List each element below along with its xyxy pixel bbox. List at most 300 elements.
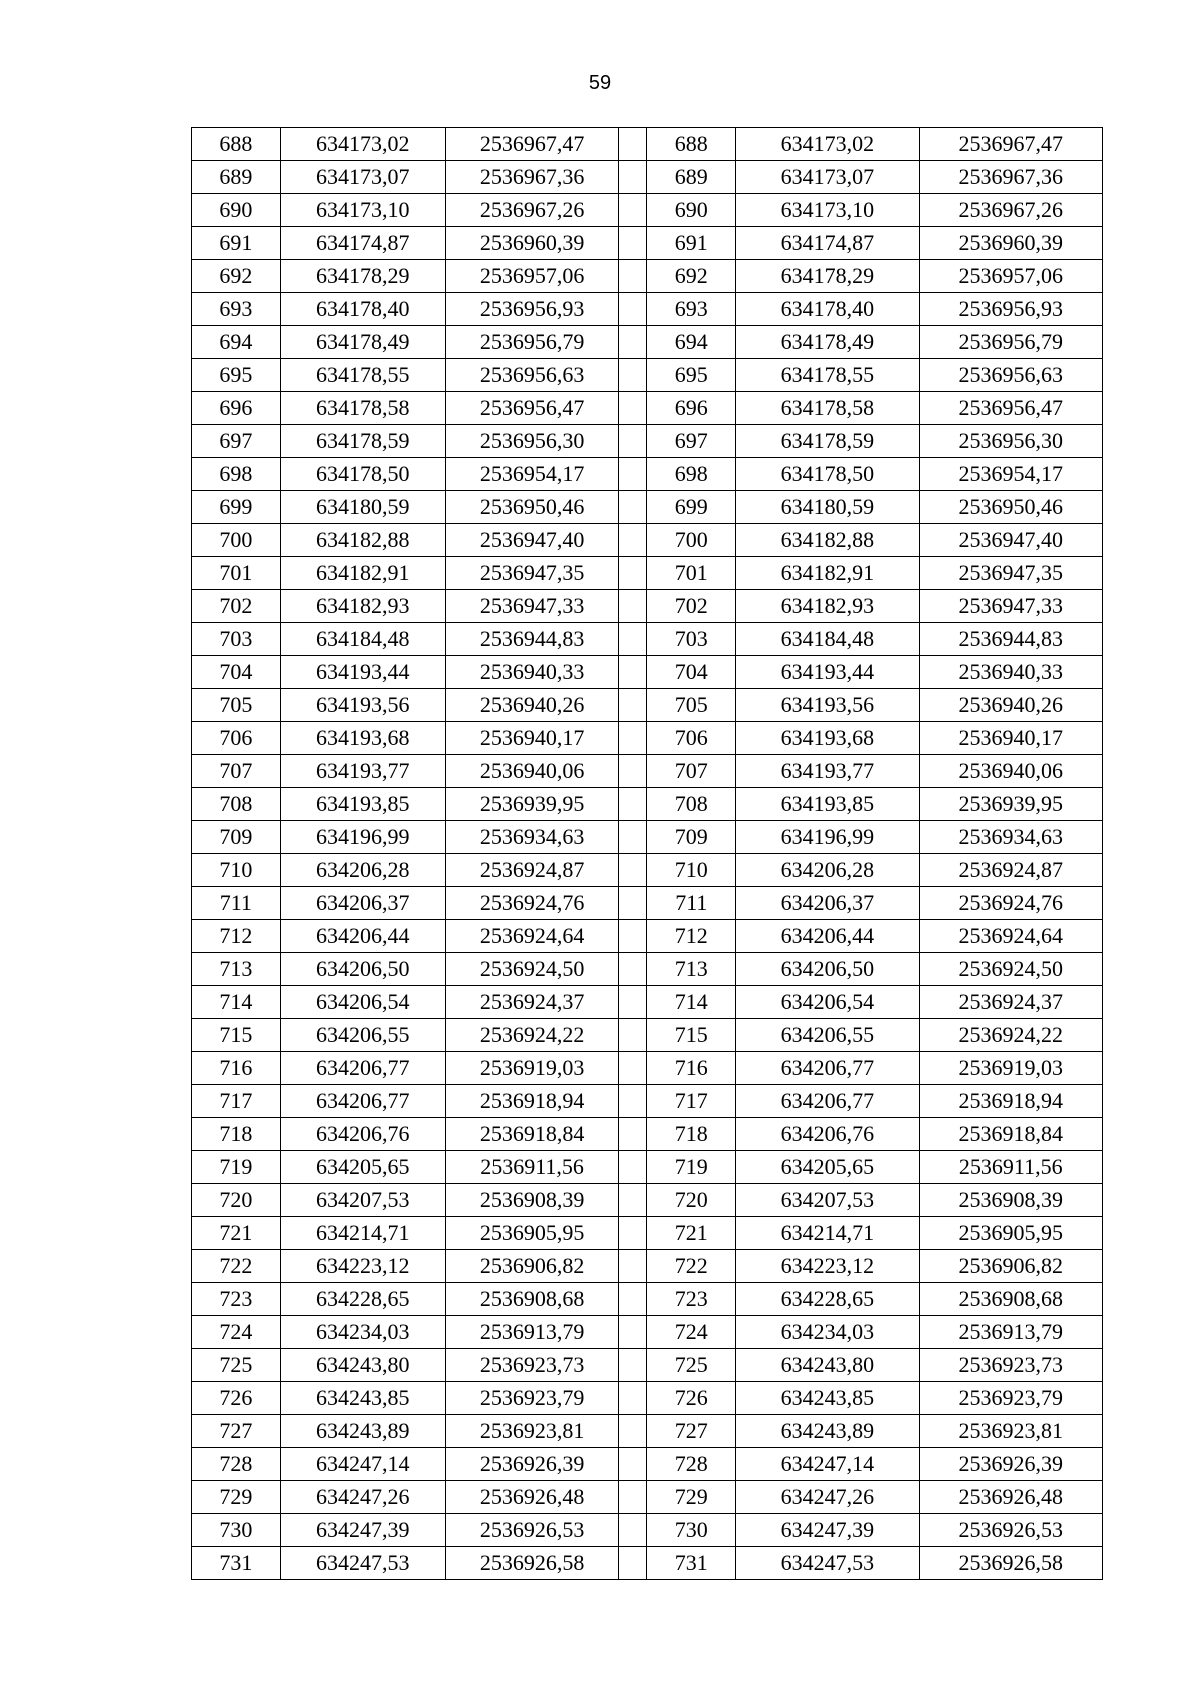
table-row — [192, 524, 1103, 557]
y-coordinate-left-cell: 2536939,95 — [445, 788, 618, 821]
x-coordinate-right-cell: 634205,65 — [736, 1151, 919, 1184]
point-number-right-cell: 693 — [647, 293, 736, 326]
spacer-cell — [619, 689, 647, 722]
y-coordinate-left-cell: 2536924,76 — [445, 887, 618, 920]
spacer-cell — [619, 491, 647, 524]
x-coordinate-right-cell: 634206,50 — [736, 953, 919, 986]
x-coordinate-right-cell: 634182,93 — [736, 590, 919, 623]
table-row — [192, 260, 1103, 293]
y-coordinate-right-cell: 2536956,79 — [919, 326, 1102, 359]
point-number-left-cell: 727 — [192, 1415, 281, 1448]
y-coordinate-left-cell: 2536926,53 — [445, 1514, 618, 1547]
point-number-right-cell: 694 — [647, 326, 736, 359]
point-number-right-cell: 711 — [647, 887, 736, 920]
table-row — [192, 1547, 1103, 1580]
point-number-left-cell: 696 — [192, 392, 281, 425]
x-coordinate-right-cell: 634243,89 — [736, 1415, 919, 1448]
y-coordinate-right-cell: 2536911,56 — [919, 1151, 1102, 1184]
spacer-cell — [619, 1250, 647, 1283]
spacer-cell — [619, 1019, 647, 1052]
y-coordinate-right-cell: 2536926,58 — [919, 1547, 1102, 1580]
point-number-left-cell: 712 — [192, 920, 281, 953]
point-number-left-cell: 699 — [192, 491, 281, 524]
x-coordinate-right-cell: 634247,53 — [736, 1547, 919, 1580]
y-coordinate-left-cell: 2536926,48 — [445, 1481, 618, 1514]
y-coordinate-right-cell: 2536967,26 — [919, 194, 1102, 227]
table-row — [192, 425, 1103, 458]
x-coordinate-right-cell: 634207,53 — [736, 1184, 919, 1217]
point-number-right-cell: 725 — [647, 1349, 736, 1382]
table-row — [192, 1118, 1103, 1151]
y-coordinate-left-cell: 2536924,64 — [445, 920, 618, 953]
point-number-right-cell: 730 — [647, 1514, 736, 1547]
y-coordinate-left-cell: 2536954,17 — [445, 458, 618, 491]
point-number-right-cell: 712 — [647, 920, 736, 953]
point-number-right-cell: 703 — [647, 623, 736, 656]
point-number-right-cell: 702 — [647, 590, 736, 623]
y-coordinate-left-cell: 2536944,83 — [445, 623, 618, 656]
point-number-right-cell: 724 — [647, 1316, 736, 1349]
y-coordinate-right-cell: 2536918,94 — [919, 1085, 1102, 1118]
spacer-cell — [619, 623, 647, 656]
point-number-left-cell: 688 — [192, 128, 281, 161]
coordinates-table — [191, 127, 1103, 1580]
x-coordinate-left-cell: 634193,77 — [280, 755, 445, 788]
point-number-left-cell: 720 — [192, 1184, 281, 1217]
x-coordinate-right-cell: 634206,76 — [736, 1118, 919, 1151]
x-coordinate-left-cell: 634247,53 — [280, 1547, 445, 1580]
point-number-left-cell: 692 — [192, 260, 281, 293]
point-number-left-cell: 694 — [192, 326, 281, 359]
spacer-cell — [619, 1382, 647, 1415]
y-coordinate-right-cell: 2536924,76 — [919, 887, 1102, 920]
point-number-right-cell: 699 — [647, 491, 736, 524]
table-row — [192, 1481, 1103, 1514]
y-coordinate-left-cell: 2536967,26 — [445, 194, 618, 227]
x-coordinate-right-cell: 634206,54 — [736, 986, 919, 1019]
x-coordinate-right-cell: 634243,80 — [736, 1349, 919, 1382]
table-row — [192, 821, 1103, 854]
table-row — [192, 1283, 1103, 1316]
x-coordinate-left-cell: 634193,85 — [280, 788, 445, 821]
spacer-cell — [619, 227, 647, 260]
x-coordinate-right-cell: 634206,77 — [736, 1085, 919, 1118]
point-number-left-cell: 717 — [192, 1085, 281, 1118]
y-coordinate-left-cell: 2536947,40 — [445, 524, 618, 557]
point-number-right-cell: 715 — [647, 1019, 736, 1052]
y-coordinate-right-cell: 2536924,22 — [919, 1019, 1102, 1052]
table-row — [192, 1349, 1103, 1382]
x-coordinate-left-cell: 634206,44 — [280, 920, 445, 953]
x-coordinate-left-cell: 634178,29 — [280, 260, 445, 293]
table-row — [192, 1316, 1103, 1349]
point-number-right-cell: 690 — [647, 194, 736, 227]
x-coordinate-right-cell: 634223,12 — [736, 1250, 919, 1283]
spacer-cell — [619, 920, 647, 953]
table-row — [192, 920, 1103, 953]
x-coordinate-left-cell: 634178,59 — [280, 425, 445, 458]
point-number-left-cell: 715 — [192, 1019, 281, 1052]
y-coordinate-left-cell: 2536919,03 — [445, 1052, 618, 1085]
x-coordinate-right-cell: 634206,77 — [736, 1052, 919, 1085]
spacer-cell — [619, 1316, 647, 1349]
y-coordinate-right-cell: 2536950,46 — [919, 491, 1102, 524]
point-number-right-cell: 689 — [647, 161, 736, 194]
x-coordinate-left-cell: 634207,53 — [280, 1184, 445, 1217]
x-coordinate-left-cell: 634182,93 — [280, 590, 445, 623]
y-coordinate-left-cell: 2536960,39 — [445, 227, 618, 260]
y-coordinate-left-cell: 2536905,95 — [445, 1217, 618, 1250]
x-coordinate-left-cell: 634178,55 — [280, 359, 445, 392]
x-coordinate-right-cell: 634182,88 — [736, 524, 919, 557]
spacer-cell — [619, 392, 647, 425]
point-number-right-cell: 704 — [647, 656, 736, 689]
table-row — [192, 293, 1103, 326]
table-row — [192, 1250, 1103, 1283]
y-coordinate-right-cell: 2536956,63 — [919, 359, 1102, 392]
x-coordinate-left-cell: 634193,68 — [280, 722, 445, 755]
point-number-right-cell: 701 — [647, 557, 736, 590]
x-coordinate-left-cell: 634243,89 — [280, 1415, 445, 1448]
x-coordinate-left-cell: 634182,88 — [280, 524, 445, 557]
x-coordinate-right-cell: 634180,59 — [736, 491, 919, 524]
y-coordinate-left-cell: 2536934,63 — [445, 821, 618, 854]
table-row — [192, 1448, 1103, 1481]
point-number-left-cell: 709 — [192, 821, 281, 854]
y-coordinate-left-cell: 2536940,06 — [445, 755, 618, 788]
spacer-cell — [619, 788, 647, 821]
spacer-cell — [619, 1151, 647, 1184]
point-number-left-cell: 698 — [192, 458, 281, 491]
table-row — [192, 1382, 1103, 1415]
x-coordinate-right-cell: 634178,59 — [736, 425, 919, 458]
y-coordinate-right-cell: 2536924,50 — [919, 953, 1102, 986]
y-coordinate-right-cell: 2536957,06 — [919, 260, 1102, 293]
table-row — [192, 656, 1103, 689]
point-number-left-cell: 710 — [192, 854, 281, 887]
x-coordinate-right-cell: 634178,55 — [736, 359, 919, 392]
point-number-left-cell: 708 — [192, 788, 281, 821]
point-number-right-cell: 707 — [647, 755, 736, 788]
y-coordinate-right-cell: 2536908,68 — [919, 1283, 1102, 1316]
y-coordinate-right-cell: 2536947,35 — [919, 557, 1102, 590]
y-coordinate-right-cell: 2536956,93 — [919, 293, 1102, 326]
table-row — [192, 590, 1103, 623]
point-number-right-cell: 688 — [647, 128, 736, 161]
y-coordinate-left-cell: 2536918,94 — [445, 1085, 618, 1118]
x-coordinate-right-cell: 634193,44 — [736, 656, 919, 689]
point-number-right-cell: 706 — [647, 722, 736, 755]
point-number-left-cell: 730 — [192, 1514, 281, 1547]
x-coordinate-left-cell: 634223,12 — [280, 1250, 445, 1283]
x-coordinate-right-cell: 634184,48 — [736, 623, 919, 656]
y-coordinate-left-cell: 2536918,84 — [445, 1118, 618, 1151]
point-number-left-cell: 711 — [192, 887, 281, 920]
y-coordinate-right-cell: 2536924,37 — [919, 986, 1102, 1019]
y-coordinate-right-cell: 2536956,47 — [919, 392, 1102, 425]
spacer-cell — [619, 590, 647, 623]
spacer-cell — [619, 656, 647, 689]
spacer-cell — [619, 887, 647, 920]
point-number-left-cell: 722 — [192, 1250, 281, 1283]
x-coordinate-left-cell: 634193,44 — [280, 656, 445, 689]
y-coordinate-left-cell: 2536956,47 — [445, 392, 618, 425]
spacer-cell — [619, 128, 647, 161]
table-row — [192, 689, 1103, 722]
point-number-right-cell: 727 — [647, 1415, 736, 1448]
y-coordinate-right-cell: 2536960,39 — [919, 227, 1102, 260]
table-row — [192, 1085, 1103, 1118]
point-number-right-cell: 717 — [647, 1085, 736, 1118]
x-coordinate-left-cell: 634178,40 — [280, 293, 445, 326]
x-coordinate-right-cell: 634178,49 — [736, 326, 919, 359]
table-row — [192, 953, 1103, 986]
point-number-left-cell: 714 — [192, 986, 281, 1019]
y-coordinate-left-cell: 2536908,39 — [445, 1184, 618, 1217]
y-coordinate-right-cell: 2536913,79 — [919, 1316, 1102, 1349]
x-coordinate-left-cell: 634178,50 — [280, 458, 445, 491]
table-row — [192, 161, 1103, 194]
point-number-right-cell: 700 — [647, 524, 736, 557]
point-number-right-cell: 720 — [647, 1184, 736, 1217]
x-coordinate-left-cell: 634180,59 — [280, 491, 445, 524]
y-coordinate-left-cell: 2536956,93 — [445, 293, 618, 326]
y-coordinate-left-cell: 2536967,36 — [445, 161, 618, 194]
y-coordinate-right-cell: 2536947,33 — [919, 590, 1102, 623]
y-coordinate-right-cell: 2536924,64 — [919, 920, 1102, 953]
spacer-cell — [619, 722, 647, 755]
point-number-left-cell: 690 — [192, 194, 281, 227]
point-number-left-cell: 713 — [192, 953, 281, 986]
x-coordinate-right-cell: 634193,85 — [736, 788, 919, 821]
y-coordinate-left-cell: 2536924,87 — [445, 854, 618, 887]
y-coordinate-right-cell: 2536940,33 — [919, 656, 1102, 689]
point-number-right-cell: 716 — [647, 1052, 736, 1085]
y-coordinate-left-cell: 2536950,46 — [445, 491, 618, 524]
table-row — [192, 1514, 1103, 1547]
x-coordinate-left-cell: 634184,48 — [280, 623, 445, 656]
x-coordinate-right-cell: 634196,99 — [736, 821, 919, 854]
table-row — [192, 986, 1103, 1019]
x-coordinate-right-cell: 634193,68 — [736, 722, 919, 755]
table-row — [192, 227, 1103, 260]
spacer-cell — [619, 260, 647, 293]
y-coordinate-right-cell: 2536939,95 — [919, 788, 1102, 821]
x-coordinate-left-cell: 634206,28 — [280, 854, 445, 887]
y-coordinate-right-cell: 2536923,81 — [919, 1415, 1102, 1448]
table-row — [192, 557, 1103, 590]
table-row — [192, 1217, 1103, 1250]
spacer-cell — [619, 1118, 647, 1151]
y-coordinate-right-cell: 2536926,39 — [919, 1448, 1102, 1481]
x-coordinate-right-cell: 634174,87 — [736, 227, 919, 260]
x-coordinate-left-cell: 634206,76 — [280, 1118, 445, 1151]
spacer-cell — [619, 1217, 647, 1250]
x-coordinate-left-cell: 634206,77 — [280, 1085, 445, 1118]
x-coordinate-left-cell: 634174,87 — [280, 227, 445, 260]
point-number-left-cell: 723 — [192, 1283, 281, 1316]
x-coordinate-left-cell: 634206,50 — [280, 953, 445, 986]
y-coordinate-left-cell: 2536908,68 — [445, 1283, 618, 1316]
y-coordinate-left-cell: 2536911,56 — [445, 1151, 618, 1184]
x-coordinate-left-cell: 634193,56 — [280, 689, 445, 722]
point-number-right-cell: 698 — [647, 458, 736, 491]
x-coordinate-right-cell: 634247,14 — [736, 1448, 919, 1481]
point-number-left-cell: 729 — [192, 1481, 281, 1514]
table-row — [192, 1151, 1103, 1184]
x-coordinate-left-cell: 634247,26 — [280, 1481, 445, 1514]
table-row — [192, 491, 1103, 524]
x-coordinate-left-cell: 634178,58 — [280, 392, 445, 425]
y-coordinate-left-cell: 2536924,37 — [445, 986, 618, 1019]
point-number-left-cell: 716 — [192, 1052, 281, 1085]
spacer-cell — [619, 1547, 647, 1580]
point-number-left-cell: 697 — [192, 425, 281, 458]
x-coordinate-left-cell: 634178,49 — [280, 326, 445, 359]
x-coordinate-right-cell: 634206,44 — [736, 920, 919, 953]
y-coordinate-right-cell: 2536918,84 — [919, 1118, 1102, 1151]
point-number-left-cell: 724 — [192, 1316, 281, 1349]
y-coordinate-right-cell: 2536934,63 — [919, 821, 1102, 854]
point-number-right-cell: 708 — [647, 788, 736, 821]
spacer-cell — [619, 1349, 647, 1382]
point-number-right-cell: 728 — [647, 1448, 736, 1481]
x-coordinate-left-cell: 634247,14 — [280, 1448, 445, 1481]
table-row — [192, 722, 1103, 755]
x-coordinate-right-cell: 634193,56 — [736, 689, 919, 722]
table-row — [192, 1184, 1103, 1217]
y-coordinate-left-cell: 2536906,82 — [445, 1250, 618, 1283]
y-coordinate-left-cell: 2536956,79 — [445, 326, 618, 359]
x-coordinate-left-cell: 634196,99 — [280, 821, 445, 854]
table-row — [192, 623, 1103, 656]
spacer-cell — [619, 1052, 647, 1085]
x-coordinate-left-cell: 634243,80 — [280, 1349, 445, 1382]
y-coordinate-left-cell: 2536956,63 — [445, 359, 618, 392]
point-number-right-cell: 723 — [647, 1283, 736, 1316]
table-row — [192, 1415, 1103, 1448]
y-coordinate-right-cell: 2536923,79 — [919, 1382, 1102, 1415]
point-number-right-cell: 697 — [647, 425, 736, 458]
x-coordinate-right-cell: 634178,58 — [736, 392, 919, 425]
x-coordinate-left-cell: 634243,85 — [280, 1382, 445, 1415]
y-coordinate-right-cell: 2536905,95 — [919, 1217, 1102, 1250]
x-coordinate-right-cell: 634178,50 — [736, 458, 919, 491]
spacer-cell — [619, 161, 647, 194]
x-coordinate-left-cell: 634182,91 — [280, 557, 445, 590]
x-coordinate-right-cell: 634182,91 — [736, 557, 919, 590]
point-number-right-cell: 709 — [647, 821, 736, 854]
x-coordinate-left-cell: 634234,03 — [280, 1316, 445, 1349]
table-row — [192, 392, 1103, 425]
y-coordinate-left-cell: 2536957,06 — [445, 260, 618, 293]
table-row — [192, 755, 1103, 788]
point-number-left-cell: 718 — [192, 1118, 281, 1151]
y-coordinate-left-cell: 2536924,22 — [445, 1019, 618, 1052]
y-coordinate-left-cell: 2536913,79 — [445, 1316, 618, 1349]
page-number: 59 — [588, 72, 612, 94]
spacer-cell — [619, 854, 647, 887]
y-coordinate-right-cell: 2536940,06 — [919, 755, 1102, 788]
spacer-cell — [619, 293, 647, 326]
point-number-left-cell: 725 — [192, 1349, 281, 1382]
point-number-right-cell: 696 — [647, 392, 736, 425]
point-number-right-cell: 726 — [647, 1382, 736, 1415]
spacer-cell — [619, 953, 647, 986]
point-number-left-cell: 726 — [192, 1382, 281, 1415]
point-number-right-cell: 721 — [647, 1217, 736, 1250]
point-number-left-cell: 700 — [192, 524, 281, 557]
y-coordinate-left-cell: 2536947,35 — [445, 557, 618, 590]
spacer-cell — [619, 1448, 647, 1481]
x-coordinate-right-cell: 634173,10 — [736, 194, 919, 227]
y-coordinate-right-cell: 2536923,73 — [919, 1349, 1102, 1382]
x-coordinate-right-cell: 634178,40 — [736, 293, 919, 326]
table-row — [192, 128, 1103, 161]
spacer-cell — [619, 557, 647, 590]
spacer-cell — [619, 986, 647, 1019]
point-number-left-cell: 731 — [192, 1547, 281, 1580]
y-coordinate-right-cell: 2536940,26 — [919, 689, 1102, 722]
spacer-cell — [619, 1184, 647, 1217]
spacer-cell — [619, 1283, 647, 1316]
y-coordinate-right-cell: 2536956,30 — [919, 425, 1102, 458]
table-row — [192, 194, 1103, 227]
x-coordinate-left-cell: 634173,02 — [280, 128, 445, 161]
spacer-cell — [619, 1481, 647, 1514]
x-coordinate-left-cell: 634206,54 — [280, 986, 445, 1019]
y-coordinate-left-cell: 2536967,47 — [445, 128, 618, 161]
spacer-cell — [619, 458, 647, 491]
y-coordinate-left-cell: 2536923,79 — [445, 1382, 618, 1415]
spacer-cell — [619, 425, 647, 458]
table-body — [192, 128, 1103, 1580]
point-number-right-cell: 695 — [647, 359, 736, 392]
y-coordinate-right-cell: 2536908,39 — [919, 1184, 1102, 1217]
point-number-right-cell: 718 — [647, 1118, 736, 1151]
y-coordinate-right-cell: 2536926,53 — [919, 1514, 1102, 1547]
point-number-right-cell: 692 — [647, 260, 736, 293]
x-coordinate-left-cell: 634173,07 — [280, 161, 445, 194]
y-coordinate-left-cell: 2536940,17 — [445, 722, 618, 755]
y-coordinate-right-cell: 2536967,36 — [919, 161, 1102, 194]
y-coordinate-right-cell: 2536967,47 — [919, 128, 1102, 161]
x-coordinate-right-cell: 634206,37 — [736, 887, 919, 920]
y-coordinate-left-cell: 2536924,50 — [445, 953, 618, 986]
y-coordinate-left-cell: 2536926,39 — [445, 1448, 618, 1481]
x-coordinate-right-cell: 634228,65 — [736, 1283, 919, 1316]
x-coordinate-left-cell: 634206,37 — [280, 887, 445, 920]
spacer-cell — [619, 1415, 647, 1448]
point-number-right-cell: 713 — [647, 953, 736, 986]
y-coordinate-right-cell: 2536944,83 — [919, 623, 1102, 656]
x-coordinate-right-cell: 634193,77 — [736, 755, 919, 788]
table-row — [192, 854, 1103, 887]
point-number-right-cell: 710 — [647, 854, 736, 887]
y-coordinate-left-cell: 2536926,58 — [445, 1547, 618, 1580]
x-coordinate-right-cell: 634247,26 — [736, 1481, 919, 1514]
point-number-right-cell: 731 — [647, 1547, 736, 1580]
point-number-right-cell: 722 — [647, 1250, 736, 1283]
y-coordinate-right-cell: 2536924,87 — [919, 854, 1102, 887]
y-coordinate-left-cell: 2536940,26 — [445, 689, 618, 722]
x-coordinate-right-cell: 634173,07 — [736, 161, 919, 194]
y-coordinate-right-cell: 2536906,82 — [919, 1250, 1102, 1283]
spacer-cell — [619, 755, 647, 788]
table-row — [192, 788, 1103, 821]
point-number-left-cell: 706 — [192, 722, 281, 755]
table-row — [192, 1019, 1103, 1052]
